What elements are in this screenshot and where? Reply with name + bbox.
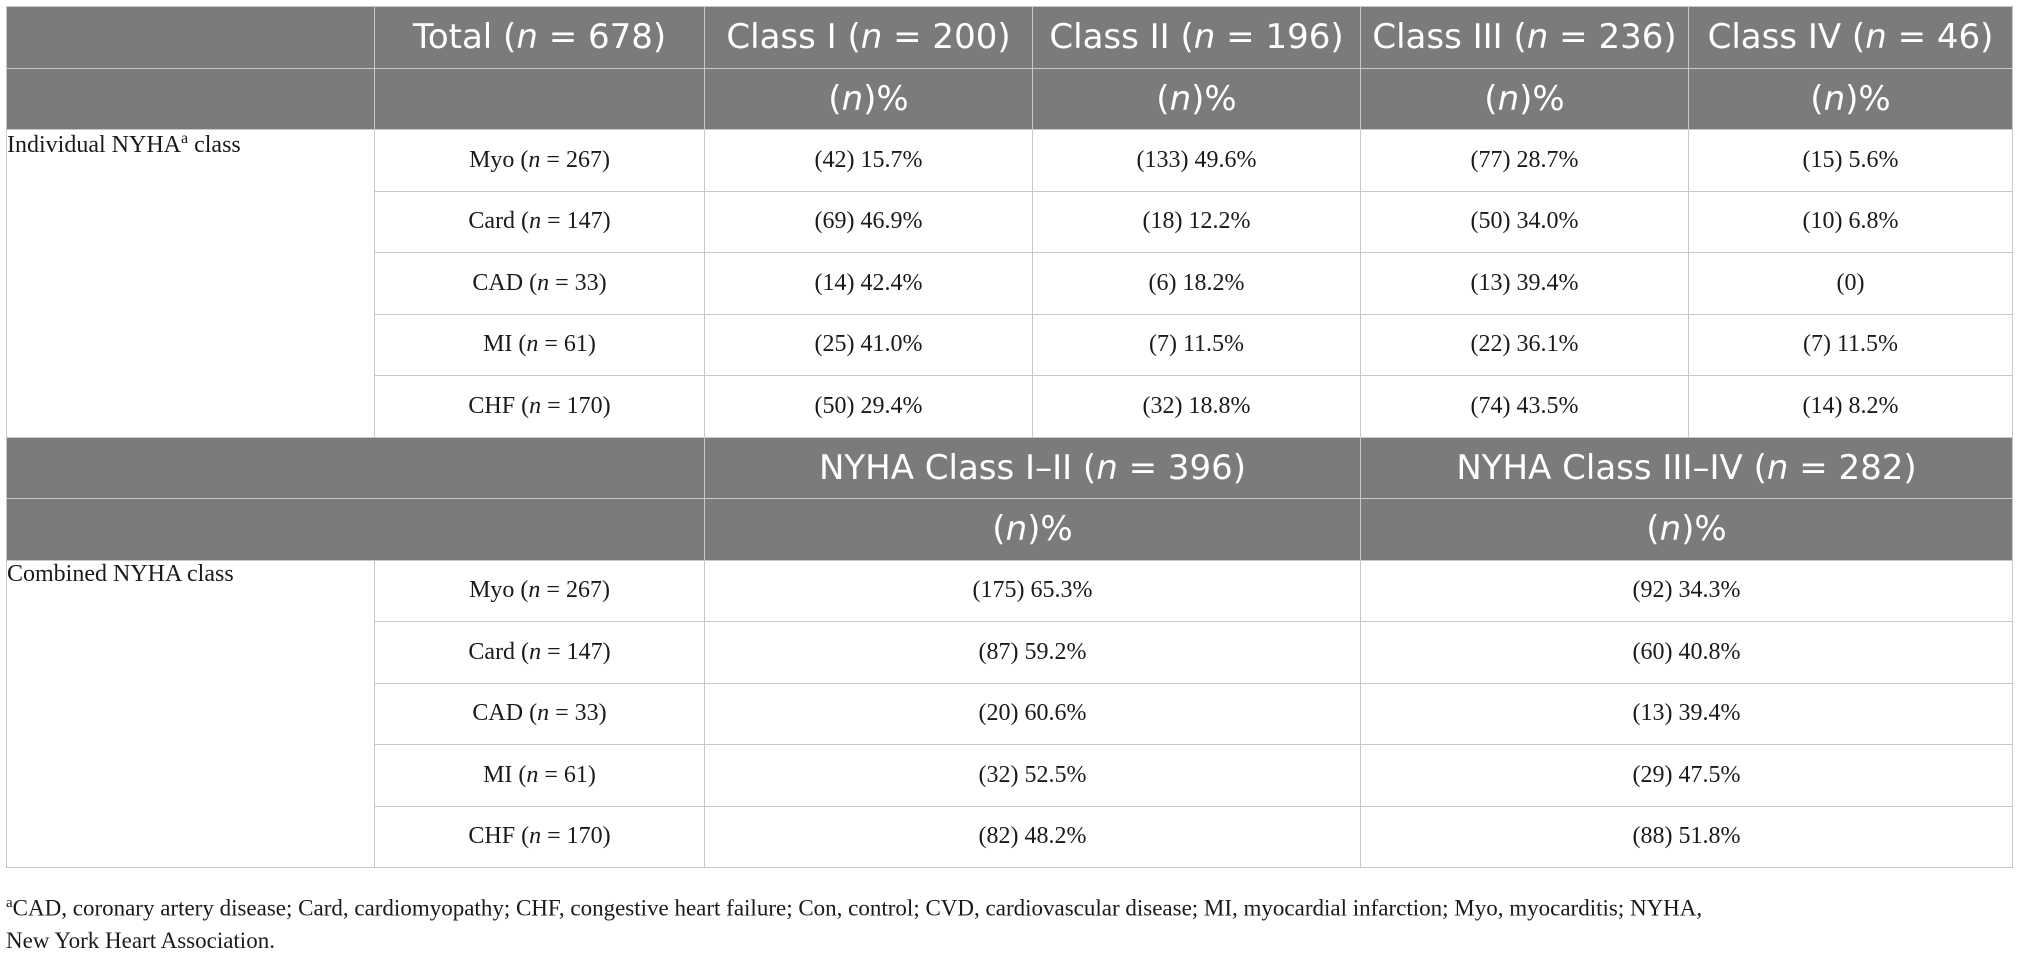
unit-header: (n)% bbox=[705, 499, 1361, 561]
row-label: CAD (n = 33) bbox=[375, 683, 705, 745]
header-empty-cell bbox=[375, 68, 705, 130]
unit-header: (n)% bbox=[1033, 68, 1361, 130]
table-cell: (14) 42.4% bbox=[705, 253, 1033, 315]
table-cell: (88) 51.8% bbox=[1361, 806, 2013, 868]
table-cell: (175) 65.3% bbox=[705, 560, 1361, 622]
row-label: MI (n = 61) bbox=[375, 314, 705, 376]
table-row bbox=[7, 560, 2013, 622]
table-cell: (25) 41.0% bbox=[705, 314, 1033, 376]
header-row-combined-units bbox=[7, 499, 2013, 561]
table-cell: (13) 39.4% bbox=[1361, 253, 1689, 315]
table-cell: (60) 40.8% bbox=[1361, 622, 2013, 684]
table-cell: (32) 18.8% bbox=[1033, 376, 1361, 438]
table-cell: (42) 15.7% bbox=[705, 130, 1033, 192]
table-cell: (77) 28.7% bbox=[1361, 130, 1689, 192]
table-cell: (7) 11.5% bbox=[1033, 314, 1361, 376]
row-label: Myo (n = 267) bbox=[375, 130, 705, 192]
header-class-i-ii: NYHA Class I–II (n = 396) bbox=[705, 437, 1361, 499]
table-cell: (20) 60.6% bbox=[705, 683, 1361, 745]
row-label: CAD (n = 33) bbox=[375, 253, 705, 315]
unit-header: (n)% bbox=[1361, 68, 1689, 130]
unit-header: (n)% bbox=[705, 68, 1033, 130]
header-class-iii-iv: NYHA Class III–IV (n = 282) bbox=[1361, 437, 2013, 499]
unit-header: (n)% bbox=[1689, 68, 2013, 130]
group-label-combined: Combined NYHA class bbox=[7, 560, 375, 868]
header-row-combined bbox=[7, 437, 2013, 499]
row-label: CHF (n = 170) bbox=[375, 806, 705, 868]
table-cell: (82) 48.2% bbox=[705, 806, 1361, 868]
header-empty-cell bbox=[7, 437, 705, 499]
table-cell: (18) 12.2% bbox=[1033, 191, 1361, 253]
header-row-units bbox=[7, 68, 2013, 130]
table-cell: (32) 52.5% bbox=[705, 745, 1361, 807]
header-empty-cell bbox=[7, 7, 375, 69]
row-label: Card (n = 147) bbox=[375, 191, 705, 253]
nyha-table bbox=[6, 6, 2013, 868]
table-cell: (15) 5.6% bbox=[1689, 130, 2013, 192]
table-cell: (69) 46.9% bbox=[705, 191, 1033, 253]
header-row-classes bbox=[7, 7, 2013, 69]
footnote-line: New York Heart Association. bbox=[6, 927, 275, 953]
table-cell: (133) 49.6% bbox=[1033, 130, 1361, 192]
table-cell: (87) 59.2% bbox=[705, 622, 1361, 684]
header-total: Total (n = 678) bbox=[375, 7, 705, 69]
unit-header: (n)% bbox=[1361, 499, 2013, 561]
row-label: Card (n = 147) bbox=[375, 622, 705, 684]
header-class-i: Class I (n = 200) bbox=[705, 7, 1033, 69]
header-class-iv: Class IV (n = 46) bbox=[1689, 7, 2013, 69]
table-cell: (13) 39.4% bbox=[1361, 683, 2013, 745]
row-label: Myo (n = 267) bbox=[375, 560, 705, 622]
table-cell: (10) 6.8% bbox=[1689, 191, 2013, 253]
row-label: CHF (n = 170) bbox=[375, 376, 705, 438]
footnote-line: $^a$CAD, coronary artery disease; Card, cardiomyopathy; CHF, congestive heart failure; Con, control; CVD, cardiovascular disease; MI, myocardial infarction; Myo, myocarditis; NYHA, bbox=[6, 895, 1703, 921]
table-cell: (14) 8.2% bbox=[1689, 376, 2013, 438]
header-class-iii: Class III (n = 236) bbox=[1361, 7, 1689, 69]
table-cell: (50) 34.0% bbox=[1361, 191, 1689, 253]
group-label-individual: Individual NYHA$^a$ class bbox=[7, 130, 375, 438]
table-cell: (0) bbox=[1689, 253, 2013, 315]
table-cell: (29) 47.5% bbox=[1361, 745, 2013, 807]
row-label: MI (n = 61) bbox=[375, 745, 705, 807]
table-cell: (74) 43.5% bbox=[1361, 376, 1689, 438]
table-footnote bbox=[6, 887, 2012, 957]
table-cell: (22) 36.1% bbox=[1361, 314, 1689, 376]
table-cell: (6) 18.2% bbox=[1033, 253, 1361, 315]
table-row bbox=[7, 130, 2013, 192]
table-cell: (50) 29.4% bbox=[705, 376, 1033, 438]
table-cell: (7) 11.5% bbox=[1689, 314, 2013, 376]
header-class-ii: Class II (n = 196) bbox=[1033, 7, 1361, 69]
header-empty-cell bbox=[7, 68, 375, 130]
header-empty-cell bbox=[7, 499, 705, 561]
table-cell: (92) 34.3% bbox=[1361, 560, 2013, 622]
